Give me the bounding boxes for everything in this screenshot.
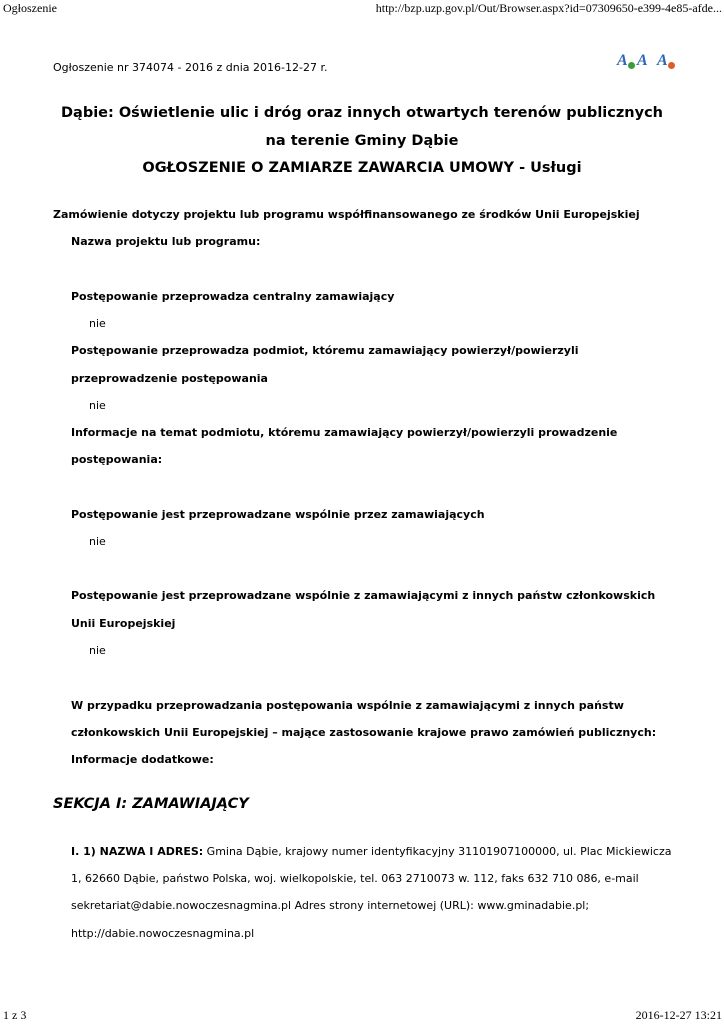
print-header-url: http://bzp.uzp.gov.pl/Out/Browser.aspx?id=07309650-e399-4e85-afde... (375, 1, 722, 15)
delegated-entity-label-cont: przeprowadzenie postępowania (71, 372, 268, 385)
delegated-info-label: Informacje na temat podmiotu, któremu zamawiający powierzył/powierzyli prowadzenie (71, 426, 618, 439)
buyer-name-address (71, 845, 671, 858)
page-title-line-2: na terenie Gminy Dąbie (265, 133, 459, 149)
buyer-name-value: Gmina Dąbie, krajowy numer identyfikacyjny 31101907100000, ul. Plac Mickiewicza (203, 845, 672, 858)
minus-badge-icon (668, 62, 675, 69)
buyer-website-link[interactable]: http://dabie.nowoczesnagmina.pl (71, 927, 255, 940)
additional-info-label: Informacje dodatkowe: (71, 753, 214, 766)
font-increase-glyph: A (617, 52, 628, 69)
joint-eu-label-cont: Unii Europejskiej (71, 617, 176, 630)
page-title-line-1: Dąbie: Oświetlenie ulic i dróg oraz innych otwartych terenów publicznych (61, 105, 663, 121)
font-normal-icon[interactable] (637, 53, 653, 69)
joint-eu-label: Postępowanie jest przeprowadzane wspólnie z zamawiającymi z innych państw członkowskich (71, 589, 656, 602)
font-decrease-icon[interactable] (657, 53, 673, 69)
joint-procurement-label: Postępowanie jest przeprowadzane wspólnie przez zamawiających (71, 508, 485, 521)
print-footer-page: 1 z 3 (3, 1008, 27, 1022)
font-decrease-glyph: A (657, 52, 668, 69)
section-1-heading: SEKCJA I: ZAMAWIAJĄCY (53, 796, 249, 812)
applicable-law-label-cont: członkowskich Unii Europejskiej – mające zastosowanie krajowe prawo zamówień publicznych: (71, 726, 657, 739)
delegated-entity-value: nie (89, 399, 106, 412)
font-normal-glyph: A (637, 52, 648, 69)
buyer-name-label: I. 1) NAZWA I ADRES: (71, 845, 204, 858)
delegated-info-label-cont: postępowania: (71, 453, 163, 466)
joint-eu-value: nie (89, 644, 106, 657)
print-header-title: Ogłoszenie (3, 1, 57, 15)
buyer-contact-line[interactable]: sekretariat@dabie.nowoczesnagmina.pl Adres strony internetowej (URL): www.gminadabie.pl; (71, 899, 590, 912)
applicable-law-label: W przypadku przeprowadzania postępowania wspólnie z zamawiającymi z innych państw (71, 699, 624, 712)
font-increase-icon[interactable] (617, 53, 633, 69)
central-buyer-label: Postępowanie przeprowadza centralny zamawiający (71, 290, 395, 303)
delegated-entity-label: Postępowanie przeprowadza podmiot, któremu zamawiający powierzył/powierzyli (71, 344, 579, 357)
print-footer-datetime: 2016-12-27 13:21 (635, 1008, 722, 1022)
buyer-address-line-2: 1, 62660 Dąbie, państwo Polska, woj. wielkopolskie, tel. 063 2710073 w. 112, faks 632 710 086, e-mail (71, 872, 639, 885)
joint-procurement-value: nie (89, 535, 106, 548)
notice-number: Ogłoszenie nr 374074 - 2016 z dnia 2016-12-27 r. (53, 61, 328, 74)
page-title-line-3: OGŁOSZENIE O ZAMIARZE ZAWARCIA UMOWY - Usługi (142, 160, 582, 176)
central-buyer-value: nie (89, 317, 106, 330)
plus-badge-icon (628, 62, 635, 69)
eu-funding-label: Zamówienie dotyczy projektu lub programu współfinansowanego ze środków Unii Europejskiej (53, 208, 640, 221)
font-size-toolbar (617, 53, 673, 69)
project-name-label: Nazwa projektu lub programu: (71, 235, 261, 248)
